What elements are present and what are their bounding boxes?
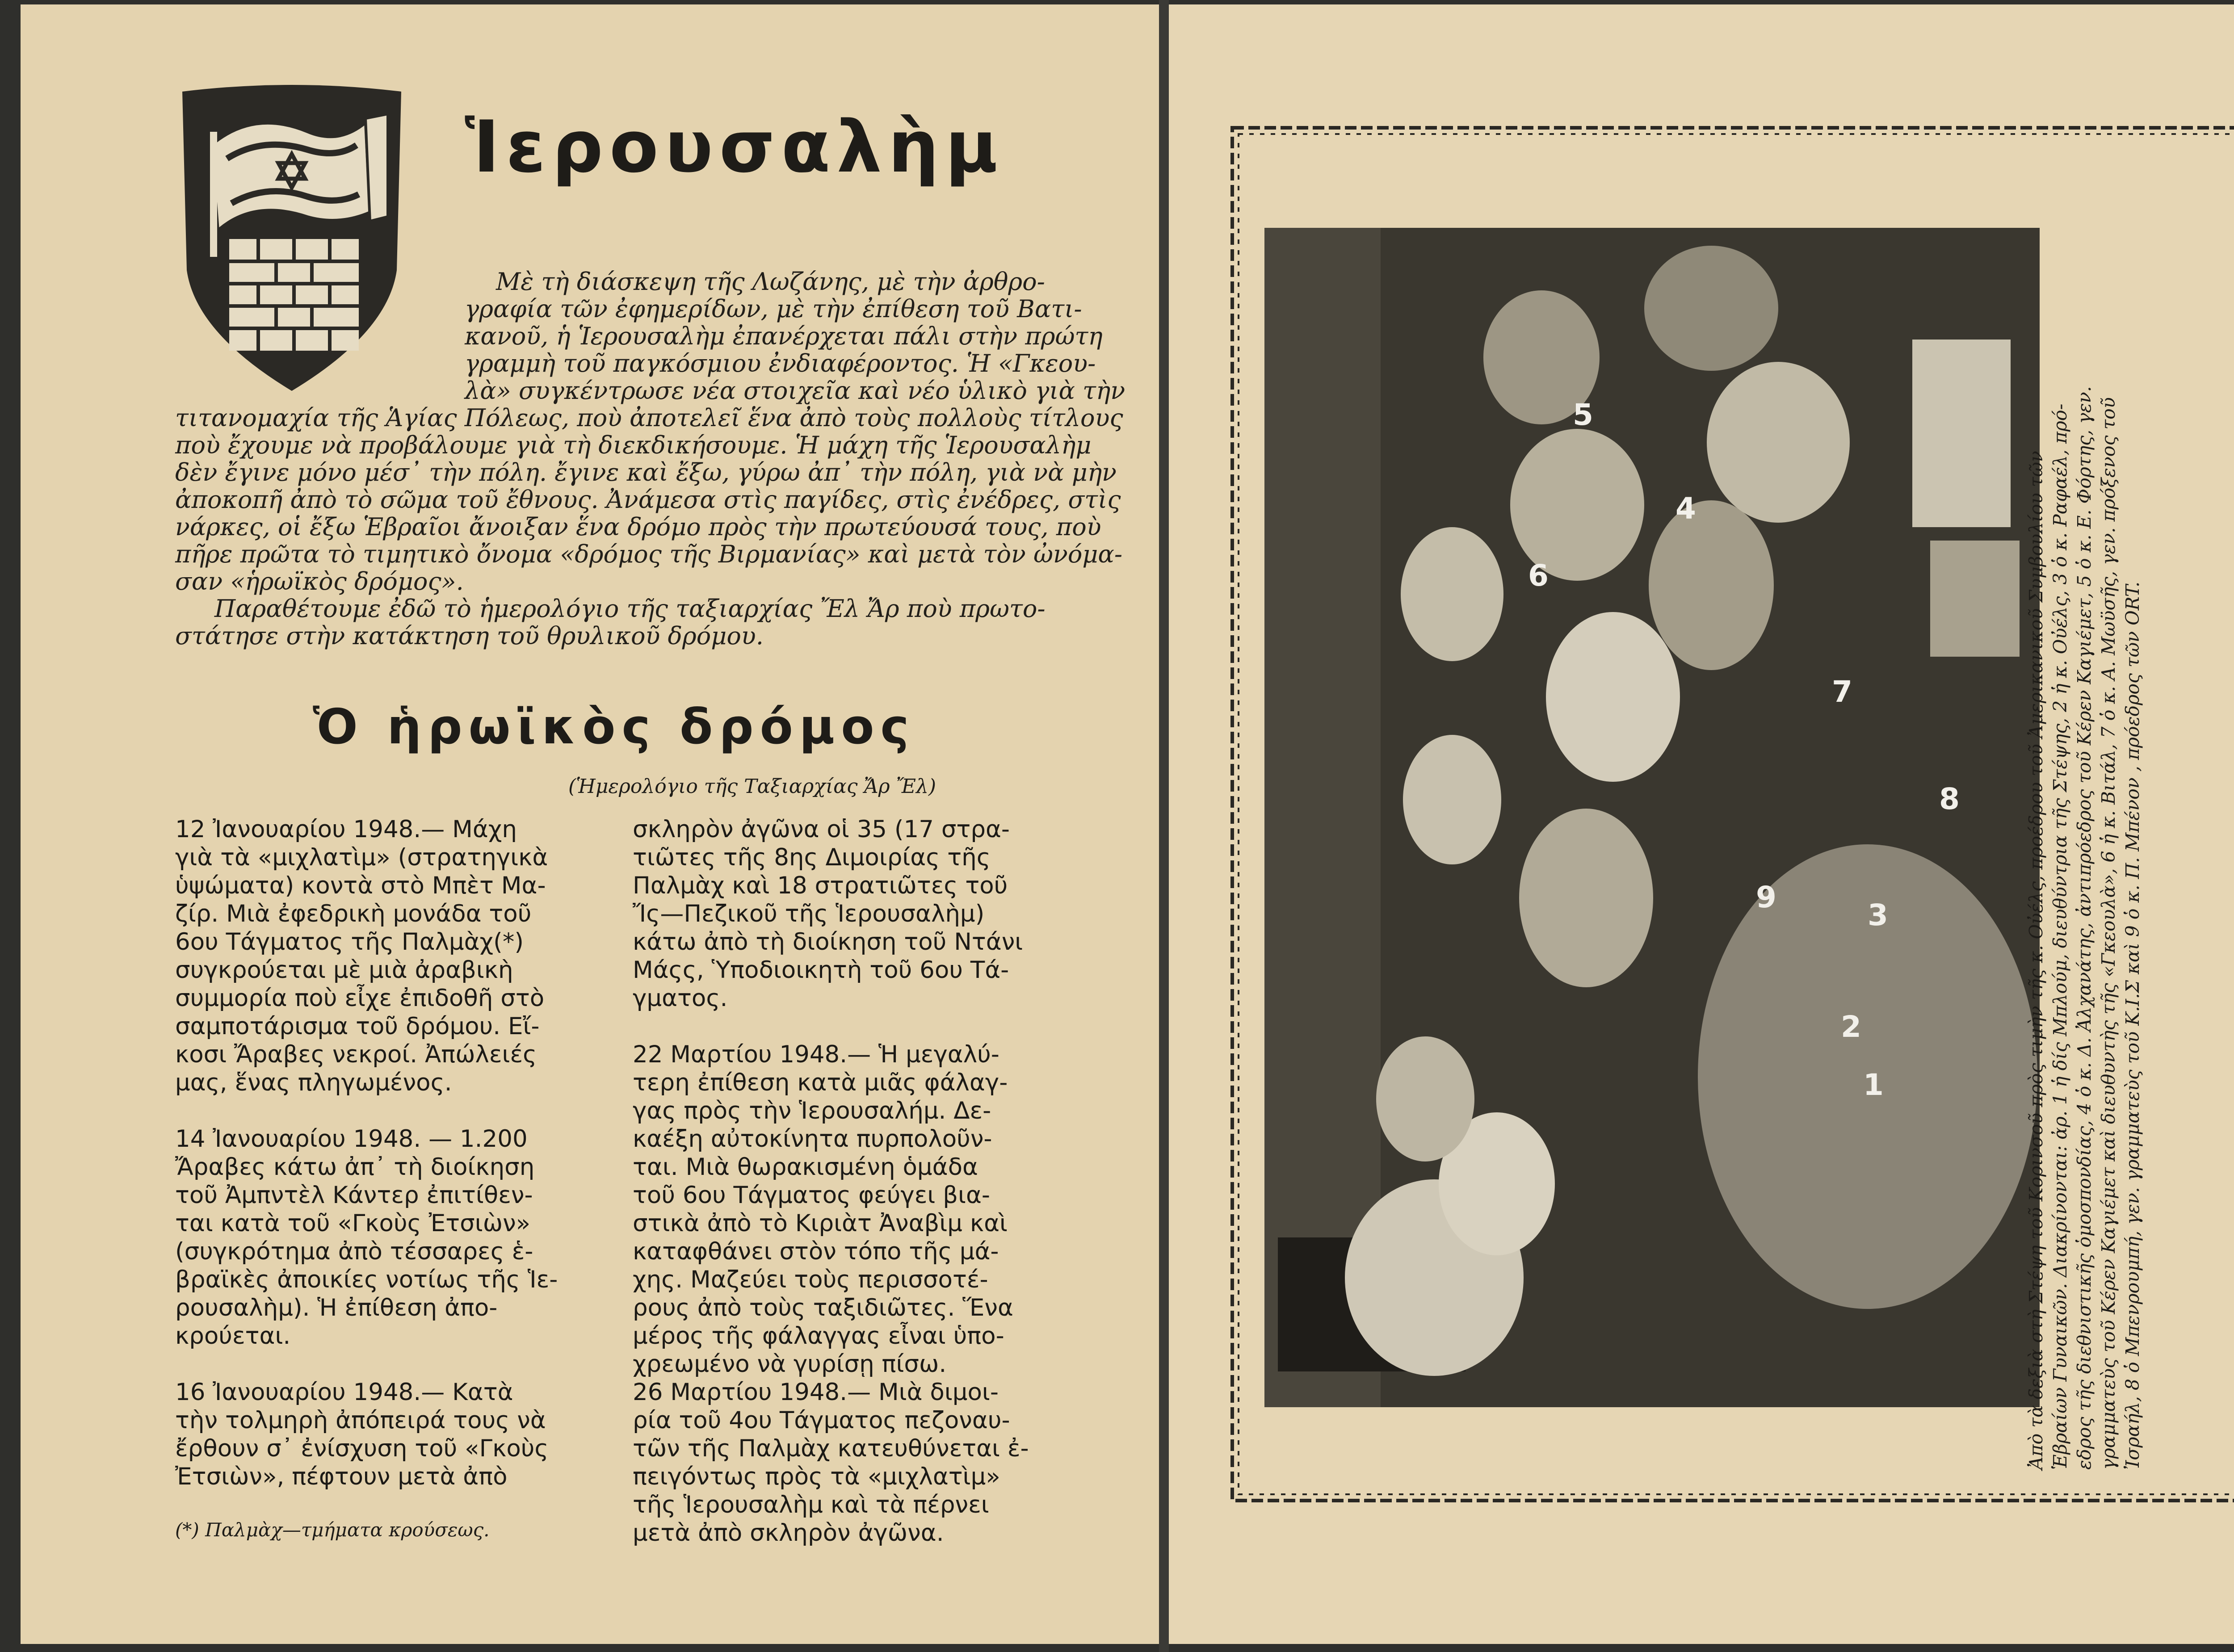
column-line: ρουσαλὴμ). Ἡ ἐπίθεση ἀπο- [175, 1294, 498, 1321]
caption-line: γραμματεὺς τοῦ Κέρεν Καγιέμετ καὶ διευθυντὴς τῆς «Γκεουλὰ», 6 ἡ κ. Βιτάλ, 7 ὁ κ. Α. Μωϋσῆς, γεν. πρόξενος τοῦ [2098, 397, 2119, 1470]
group-photo-image [1264, 228, 2040, 1407]
column-line: ἔρθουν σ᾽ ἐνίσχυση τοῦ «Γκοὺς [175, 1435, 549, 1462]
column-line: τοῦ Ἀμπντὲλ Κάντερ ἐπιτίθεν- [175, 1182, 533, 1209]
intro-line: λὰ» συγκέντρωσε νέα στοιχεῖα καὶ νέο ὑλικὸ γιὰ τὴν [465, 377, 1125, 405]
diary-source: (Ἡμερολόγιο τῆς Ταξιαρχίας Ἄρ Ἔλ) [568, 775, 936, 798]
article-subtitle: Ὁ ἡρωϊκὸς δρόμος [313, 699, 915, 755]
column-line: 26 Μαρτίου 1948.— Μιὰ διμοι- [633, 1379, 999, 1406]
column-line: κοσι Ἄραβες νεκροί. Ἀπώλειές [175, 1041, 537, 1068]
column-line: βραϊκὲς ἀποικίες νοτίως τῆς Ἱε- [175, 1266, 558, 1293]
column-line: μας, ἕνας πληγωμένος. [175, 1069, 452, 1096]
column-line: στικὰ ἀπὸ τὸ Κιριὰτ Ἀναβὶμ καὶ [633, 1210, 1008, 1237]
column-line: τοῦ 6ου Τάγματος φεύγει βια- [633, 1182, 991, 1209]
column-line: τῆς Ἱερουσαλὴμ καὶ τὰ πέρνει [633, 1491, 989, 1518]
text-column-right [633, 815, 1035, 1547]
column-line: μετὰ ἀπὸ σκληρὸν ἀγῶνα. [633, 1519, 944, 1547]
column-line: (συγκρότημα ἀπὸ τέσσαρες ἑ- [175, 1238, 533, 1265]
intro-line: στάτησε στὴν κατάκτηση τοῦ θρυλικοῦ δρόμου. [175, 622, 764, 650]
caption-line: εδρος τῆς διεθνιστικῆς ὁμοσπονδίας, 4 ὁ κ. Δ. Ἀλχανάτης, ἀντιπρόεδρος τοῦ Κέρεν Καγιέμετ, 5 ὁ κ. Ε. Φόρτης, γεν. [2074, 386, 2095, 1470]
column-line: ζίρ. Μιὰ ἐφεδρικὴ μονάδα τοῦ [175, 900, 532, 927]
column-line: πειγόντως πρὸς τὰ «μιχλατὶμ» [633, 1463, 1000, 1490]
column-line: Ἄραβες κάτω ἀπ᾽ τὴ διοίκηση [175, 1153, 535, 1181]
photo-number: 1 [1863, 1068, 1884, 1102]
photo-number: 7 [1832, 675, 1852, 709]
column-line: 16 Ἰανουαρίου 1948.— Κατὰ [175, 1379, 513, 1406]
column-line: Παλμὰχ καὶ 18 στρατιῶτες τοῦ [633, 872, 1008, 899]
caption-line: Ἑβραίων Γυναικῶν. Διακρίνονται: ἀρ. 1 ἡ δίς Μπλούμ, διευθύντρια τῆς Στέψης, 2 ἡ κ. Οὐέλς, 3 ὁ κ. Ραφαέλ, πρό- [2049, 403, 2071, 1470]
column-line: μέρος τῆς φάλαγγας εἶναι ὑπο- [633, 1322, 1004, 1350]
column-line: γιὰ τὰ «μιχλατὶμ» (στρατηγικὰ [175, 844, 548, 871]
intro-line: δὲν ἔγινε μόνο μέσ᾽ τὴν πόλη. ἔγινε καὶ ἔξω, γύρω ἀπ᾽ τὴν πόλη, γιὰ νὰ μὴν [175, 458, 1117, 486]
column-line: σκληρὸν ἀγῶνα οἱ 35 (17 στρα- [633, 816, 1010, 843]
column-line [175, 1350, 564, 1378]
column-line: ὑψώματα) κοντὰ στὸ Μπὲτ Μα- [175, 872, 546, 899]
column-line: συγκρούεται μὲ μιὰ ἀραβικὴ [175, 956, 513, 984]
photo-number: 8 [1939, 782, 1960, 816]
photo-caption [2024, 386, 2145, 1470]
column-line: τῶν τῆς Παλμὰχ κατευθύνεται ἐ- [633, 1435, 1029, 1462]
column-line: σαμποτάρισμα τοῦ δρόμου. Εἴ- [175, 1013, 540, 1040]
intro-line: πῆρε πρῶτα τὸ τιμητικὸ ὄνομα «δρόμος τῆς Βιρμανίας» καὶ μετὰ τὸν ὠνόμα- [175, 540, 1123, 568]
photo-number: 5 [1573, 398, 1593, 432]
column-line: Μάςς, Ὑποδιοικητὴ τοῦ 6ου Τά- [633, 956, 1009, 984]
column-line: χρεωμένο νὰ γυρίσῃ πίσω. [633, 1350, 947, 1378]
column-line: ται. Μιὰ θωρακισμένη ὁμάδα [633, 1153, 978, 1181]
intro-line: ἀποκοπῆ ἀπὸ τὸ σῶμα τοῦ ἔθνους. Ἀνάμεσα στὶς παγίδες, στὶς ἐνέδρες, στὶς [175, 486, 1121, 514]
column-line: γας πρὸς τὴν Ἱερουσαλήμ. Δε- [633, 1097, 991, 1124]
column-line: 14 Ἰανουαρίου 1948. — 1.200 [175, 1125, 528, 1153]
photo-number: 6 [1528, 558, 1549, 593]
column-line: γματος. [633, 985, 728, 1012]
column-line: 6ου Τάγματος τῆς Παλμὰχ(*) [175, 928, 524, 956]
column-line: τερη ἐπίθεση κατὰ μιᾶς φάλαγ- [633, 1069, 1008, 1096]
intro-line: νάρκες, οἱ ἔξω Ἑβραῖοι ἄνοιξαν ἕνα δρόμο πρὸς τὴν πρωτεύουσά τους, ποὺ [175, 513, 1101, 541]
column-line: Ἐτσιὼν», πέφτουν μετὰ ἀπὸ [175, 1463, 508, 1490]
intro-line: Μὲ τὴ διάσκεψη τῆς Λωζάνης, μὲ τὴν ἀρθρο- [496, 268, 1045, 296]
column-line: Ἴς—Πεζικοῦ τῆς Ἱερουσαλὴμ) [633, 900, 985, 927]
column-line [175, 1097, 564, 1125]
column-line: καέξη αὐτοκίνητα πυρπολοῦν- [633, 1125, 992, 1153]
column-line: τὴν τολμηρὴ ἀπόπειρά τους νὰ [175, 1407, 546, 1434]
intro-line: σαν «ἡρωϊκὸς δρόμος». [175, 567, 464, 595]
column-line: συμμορία ποὺ εἶχε ἐπιδοθῆ στὸ [175, 985, 545, 1012]
column-line: καταφθάνει στὸν τόπο τῆς μά- [633, 1238, 999, 1265]
column-line [633, 1012, 1035, 1040]
column-line: 12 Ἰανουαρίου 1948.— Μάχη [175, 816, 517, 843]
photo-number: 3 [1868, 898, 1888, 932]
photo-number: 9 [1756, 880, 1776, 914]
column-line: ται κατὰ τοῦ «Γκοὺς Ἐτσιὼν» [175, 1210, 531, 1237]
column-line: κάτω ἀπὸ τὴ διοίκηση τοῦ Ντάνι [633, 928, 1023, 956]
photo-number: 2 [1841, 1010, 1861, 1044]
book-gutter [1159, 0, 1169, 1652]
page-title: Ἱερουσαλὴμ [465, 105, 1004, 189]
intro-line: κανοῦ, ἡ Ἱερουσαλὴμ ἐπανέρχεται πάλι στὴν πρώτη [465, 322, 1103, 350]
intro-line: γραμμὴ τοῦ παγκόσμιου ἐνδιαφέροντος. Ἡ «Γκεου- [465, 349, 1096, 377]
group-photo [1264, 228, 2040, 1407]
intro-line: γραφία τῶν ἐφημερίδων, μὲ τὴν ἐπίθεση τοῦ Βατι- [465, 295, 1082, 323]
intro-line: Παραθέτουμε ἐδῶ τὸ ἡμερολόγιο τῆς ταξιαρχίας Ἔλ Ἄρ ποὺ πρωτο- [214, 595, 1046, 623]
intro-line: ποὺ ἔχουμε νὰ προβάλουμε γιὰ τὴ διεκδικήσουμε. Ἡ μάχη τῆς Ἱερουσαλὴμ [175, 431, 1092, 459]
text-column-left [175, 815, 564, 1491]
column-line: τιῶτες τῆς 8ης Διμοιρίας τῆς [633, 844, 991, 871]
intro-line: τιτανομαχία τῆς Ἁγίας Πόλεως, ποὺ ἀποτελεῖ ἕνα ἀπὸ τοὺς πολλοὺς τίτλους [175, 404, 1123, 432]
footnote: (*) Παλμὰχ—τμήματα κρούσεως. [175, 1519, 490, 1541]
column-line: ρους ἀπὸ τοὺς ταξιδιῶτες. Ἕνα [633, 1294, 1013, 1321]
column-line: χης. Μαζεύει τοὺς περισσοτέ- [633, 1266, 988, 1293]
caption-line: Ἀπὸ τὰ δεξιὰ στὴ Στέψη τοῦ Κορινσοῦ πρὸς τιμὴν τῆς κ. Οὐέλς, προέδρου τοῦ Ἀμερικανικοῦ Συμβουλίου τῶν [2025, 451, 2047, 1470]
caption-line: Ἰσραήλ, 8 ὁ Μπενρουμπή, γεν. γραμματεὺς τοῦ Κ.Ι.Σ καὶ 9 ὁ κ. Π. Μπένον , πρόεδρος τῶν ORT. [2122, 581, 2143, 1470]
column-line: ρία τοῦ 4ου Τάγματος πεζοναυ- [633, 1407, 1010, 1434]
flag-wall-emblem-icon [178, 83, 406, 395]
column-line: 22 Μαρτίου 1948.— Ἡ μεγαλύ- [633, 1041, 999, 1068]
photo-number: 4 [1676, 491, 1696, 526]
column-line: κρούεται. [175, 1322, 291, 1350]
